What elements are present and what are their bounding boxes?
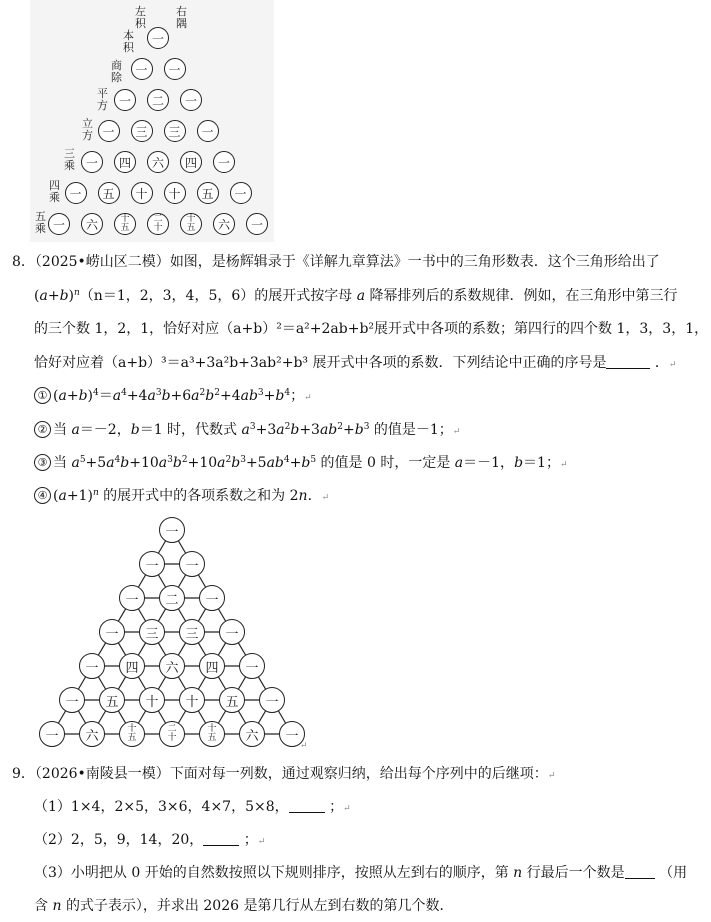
- q9-number: 9．: [12, 766, 35, 782]
- fig1-cell-r3-c3: 一: [180, 89, 202, 111]
- q8-option-3-number: ③: [34, 454, 51, 471]
- fig1-cell-r7-c5: 十 五: [180, 213, 202, 235]
- label-fourth-power: 四乘: [49, 179, 60, 204]
- fig2-cell-r2-c2: 一: [179, 551, 205, 577]
- q8-option-2-number: ②: [34, 421, 51, 438]
- q9-line1: 9．（2026•南陵县一模）下面对每一列数，通过观察归纳，给出每个序列中的后继项：↵: [12, 766, 556, 782]
- fig2-cell-r6-c4: 十: [179, 687, 205, 713]
- triangle-connector-lines: [30, 512, 312, 752]
- fig2-cell-r7-c5: 十 五: [199, 721, 225, 747]
- fig1-cell-r4-c1: 一: [98, 120, 120, 142]
- fig2-cell-r7-c6: 六: [239, 721, 265, 747]
- q9-item-1: （1）1×4，2×5，3×6，4×7，5×8， ；↵: [34, 799, 351, 815]
- fig1-cell-r4-c2: 三: [131, 120, 153, 142]
- label-base-product: 本积: [123, 29, 134, 54]
- fig2-cell-r6-c5: 五: [219, 687, 245, 713]
- fig1-cell-r5-c4: 四: [180, 151, 202, 173]
- q8-line3: [34, 319, 708, 339]
- fig1-cell-r7-c3: 十 五: [114, 213, 136, 235]
- q8-option-2: ② 当 a＝－2，b＝1 时，代数式 $a^3+3a^2b+3ab^2+b^3$ 的值是－1；↵: [34, 420, 460, 442]
- q9-item-1-text: （1）1×4，2×5，3×6，4×7，5×8，: [34, 799, 289, 815]
- fig1-cell-r7-c7: 一: [246, 213, 268, 235]
- fig2-cell-r4-c3: 三: [179, 619, 205, 645]
- label-cube: 立方: [82, 117, 93, 142]
- q9-item-2-text: （2）2，5，9，14，20，: [34, 832, 204, 848]
- q9-source: （2026•南陵县一模）: [34, 766, 170, 782]
- fig2-cell-r6-c3: 十: [139, 687, 165, 713]
- fig2-cell-r3-c3: 一: [199, 585, 225, 611]
- fig1-cell-r1-c1: 一: [147, 27, 169, 49]
- q8-n-values: （n＝1，2，3，4，5，6）: [79, 288, 255, 304]
- q8-option-1: ① $(a+b)^4=a^4+4a^3b+6a^2b^2+4ab^3+b^4$；↵: [34, 386, 312, 408]
- fig1-cell-r5-c5: 一: [213, 151, 235, 173]
- fig1-cell-r7-c4: 二 十: [147, 213, 169, 235]
- fig1-cell-r7-c6: 六: [213, 213, 235, 235]
- q8-line1: [12, 252, 660, 272]
- label-right-corner: 右隅: [176, 5, 187, 30]
- fig2-cell-r7-c3: 十 五: [119, 721, 145, 747]
- fig1-cell-r7-c2: 六: [81, 213, 103, 235]
- q8-line3-text: 的三个数 1，2，1，恰好对应（a+b）²＝a²+2ab+b²展开式中各项的系数；第四行的四个数 1，3，3，1，: [34, 321, 709, 337]
- q9-item-2-blank[interactable]: [203, 831, 239, 846]
- fig1-cell-r4-c4: 一: [197, 120, 219, 142]
- fig1-cell-r6-c6: 一: [230, 182, 252, 204]
- fig1-cell-r4-c3: 三: [164, 120, 186, 142]
- q9-item-3-text-b: 行最后一个数是: [526, 865, 625, 881]
- fig2-cell-r6-c6: 一: [259, 687, 285, 713]
- fig1-cell-r3-c1: 一: [114, 89, 136, 111]
- label-division: 商除: [111, 59, 122, 84]
- q8-line2-text: 的展开式按字母: [254, 288, 353, 304]
- fig2-cell-r5-c1: 一: [79, 653, 105, 679]
- q9-item-3-text-a: （3）小明把从 0 开始的自然数按照以下规则排序，按照从左到右的顺序，第: [34, 865, 509, 881]
- q8-source: （2025•崂山区二模）: [34, 254, 170, 270]
- fig1-cell-r2-c1: 一: [131, 58, 153, 80]
- q9-item-3-text-c: （用: [659, 865, 688, 881]
- q9-item-3-line1: （3）小明把从 0 开始的自然数按照以下规则排序，按照从左到右的顺序，第 n 行最后一个数是 （用: [34, 865, 688, 881]
- q8-option-4: ④ $(a+1)^n$ 的展开式中的各项系数之和为 2n．↵: [34, 486, 329, 508]
- fig2-cell-r4-c2: 三: [139, 619, 165, 645]
- q9-intro: 下面对每一列数，通过观察归纳，给出每个序列中的后继项：: [169, 766, 548, 782]
- q9-item-3-line2: 含 n 的式子表示），并求出 2026 是第几行从左到右数的第几个数．: [34, 898, 454, 914]
- q8-line2: $(a+b)^n(n=1$，2，3，4，5，6）的展开式按字母 a 降幂排列后的系数规律．例如，在三角形中第三行: [34, 288, 678, 304]
- q8-intro: 如图，是杨辉辑录于《详解九章算法》一书中的三角形数表．这个三角形给出了: [169, 254, 660, 270]
- fig2-cell-r2-c1: 一: [139, 551, 165, 577]
- q8-line4: 恰好对应着（a+b）³＝a³+3a²b+3ab²+b³ 展开式中各项的系数．下列结论中正确的序号是 ．↵: [34, 355, 677, 371]
- q8-line4-text: 恰好对应着（a+b）³＝a³+3a²b+3ab²+b³ 展开式中各项的系数．下列结论中正确的序号是: [34, 355, 607, 371]
- fig1-cell-r5-c2: 四: [114, 151, 136, 173]
- q8-answer-blank[interactable]: [606, 354, 650, 369]
- label-square: 平方: [97, 87, 108, 112]
- fig2-cell-r5-c2: 四: [119, 653, 145, 679]
- fig1-cell-r6-c1: 一: [65, 182, 87, 204]
- label-fifth-power: 五乘: [35, 210, 46, 235]
- q9-item-2: （2）2，5，9，14，20， ；↵: [34, 832, 266, 848]
- q8-option-4-number: ④: [34, 487, 51, 504]
- fig2-cell-r7-c1: 一: [39, 721, 65, 747]
- fig1-cell-r6-c4: 十: [164, 182, 186, 204]
- fig2-cell-r5-c3: 六: [159, 653, 185, 679]
- fig2-cell-r4-c1: 一: [99, 619, 125, 645]
- fig1-cell-r2-c2: 一: [164, 58, 186, 80]
- figure-yanghui-triangle-connected: [30, 512, 312, 752]
- q9-item-3-text-e: 的式子表示），并求出 2026 是第几行从左到右数的第几个数．: [65, 898, 454, 914]
- fig2-cell-r5-c5: 一: [239, 653, 265, 679]
- fig2-cell-r4-c4: 一: [219, 619, 245, 645]
- fig2-cell-r7-c4: 二 十: [159, 721, 185, 747]
- q9-item-3-text-d: 含: [34, 898, 48, 914]
- q8-number: 8．: [12, 254, 35, 270]
- fig2-cell-r3-c1: 一: [119, 585, 145, 611]
- fig2-cell-r7-c2: 六: [79, 721, 105, 747]
- figure-yanghui-triangle-annotated: [30, 0, 274, 242]
- fig1-cell-r6-c5: 五: [197, 182, 219, 204]
- label-left-product: 左积: [135, 5, 146, 30]
- fig2-cell-r6-c2: 五: [99, 687, 125, 713]
- fig2-cell-r1-c1: 一: [159, 517, 185, 543]
- fig2-cell-r7-c7: 一: [279, 721, 305, 747]
- fig2-cell-r6-c1: 一: [59, 687, 85, 713]
- fig1-cell-r7-c1: 一: [48, 213, 70, 235]
- q8-option-3: ③ 当 $a^5+5a^4b+10a^3b^2+10a^2b^3+5ab^4+b^5$ 的值是 0 时，一定是 a＝－1，b＝1；↵: [34, 453, 568, 475]
- q9-item-3-blank[interactable]: [625, 864, 655, 879]
- fig2-cell-r3-c2: 二: [159, 585, 185, 611]
- fig2-cell-r5-c4: 四: [199, 653, 225, 679]
- fig1-cell-r6-c3: 十: [131, 182, 153, 204]
- fig1-cell-r6-c2: 五: [98, 182, 120, 204]
- q9-item-1-blank[interactable]: [289, 798, 325, 813]
- q8-line2-text-b: 降幂排列后的系数规律．例如，在三角形中第三行: [369, 288, 678, 304]
- q8-option-1-number: ①: [34, 387, 51, 404]
- fig1-cell-r3-c2: 二: [147, 89, 169, 111]
- fig1-cell-r5-c3: 六: [147, 151, 169, 173]
- label-third-power: 三乘: [64, 147, 75, 172]
- fig1-cell-r5-c1: 一: [81, 151, 103, 173]
